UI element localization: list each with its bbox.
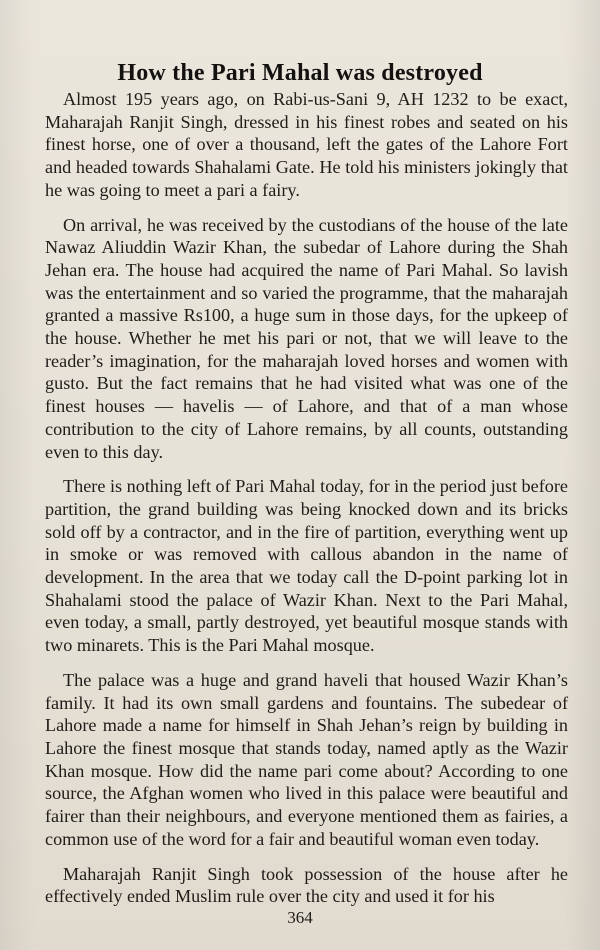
- page-number: 364: [287, 908, 313, 927]
- paragraph-4: The palace was a huge and grand haveli that housed Wazir Khan’s family. It had its own small gardens and fountains. The subedear of Lahore made a name for himself in Shah Jehan’s reign by building in Lahore the finest mosque that stands today, named aptly as the Wazir Khan mosque. How did the name pari come about? According to one source, the Afghan women who lived in this palace were beautiful and fairer than their neighbours, and everyone mentioned them as fairies, a common use of the word for a fair and beautiful woman even today.: [45, 669, 568, 849]
- page-title: How the Pari Mahal was destroyed: [117, 60, 483, 87]
- paragraph-3: There is nothing left of Pari Mahal today, for in the period just before partition, the grand building was being knocked down and its bricks sold off by a contractor, and in the fire of partition, everything went up in smoke or was removed with callous abandon in the name of development. In the area that we today call the D-point parking lot in Shahalami stood the palace of Wazir Khan. Next to the Pari Mahal, even today, a small, partly destroyed, yet beautiful mosque stands with two minarets. This is the Pari Mahal mosque.: [45, 476, 568, 656]
- paragraph-1: Almost 195 years ago, on Rabi-us-Sani 9, AH 1232 to be exact, Maharajah Ranjit Singh, dressed in his finest robes and seated on his finest horse, one of over a thousand, left the gates of the Lahore Fort and headed towards Shahalami Gate. He told his ministers jokingly that he was going to meet a pari a fairy.: [45, 89, 568, 200]
- paragraph-5: Maharajah Ranjit Singh took possession of the house after he effectively ended Muslim rule over the city and used it for his: [45, 863, 568, 907]
- article-body: [45, 88, 568, 920]
- paragraph-2: On arrival, he was received by the custodians of the house of the late Nawaz Aliuddin Wazir Khan, the subedar of Lahore during the Shah Jehan era. The house had acquired the name of Pari Mahal. So lavish was the entertainment and so varied the programme, that the maharajah granted a massive Rs100, a huge sum in those days, for the upkeep of the house. Whether he met his pari or not, that we will leave to the reader’s imagination, for the maharajah loved horses and women with gusto. But the fact remains that he had visited what was one of the finest houses — havelis — of Lahore, and that of a man whose contribution to the city of Lahore remains, by all counts, outstanding even to this day.: [45, 214, 568, 462]
